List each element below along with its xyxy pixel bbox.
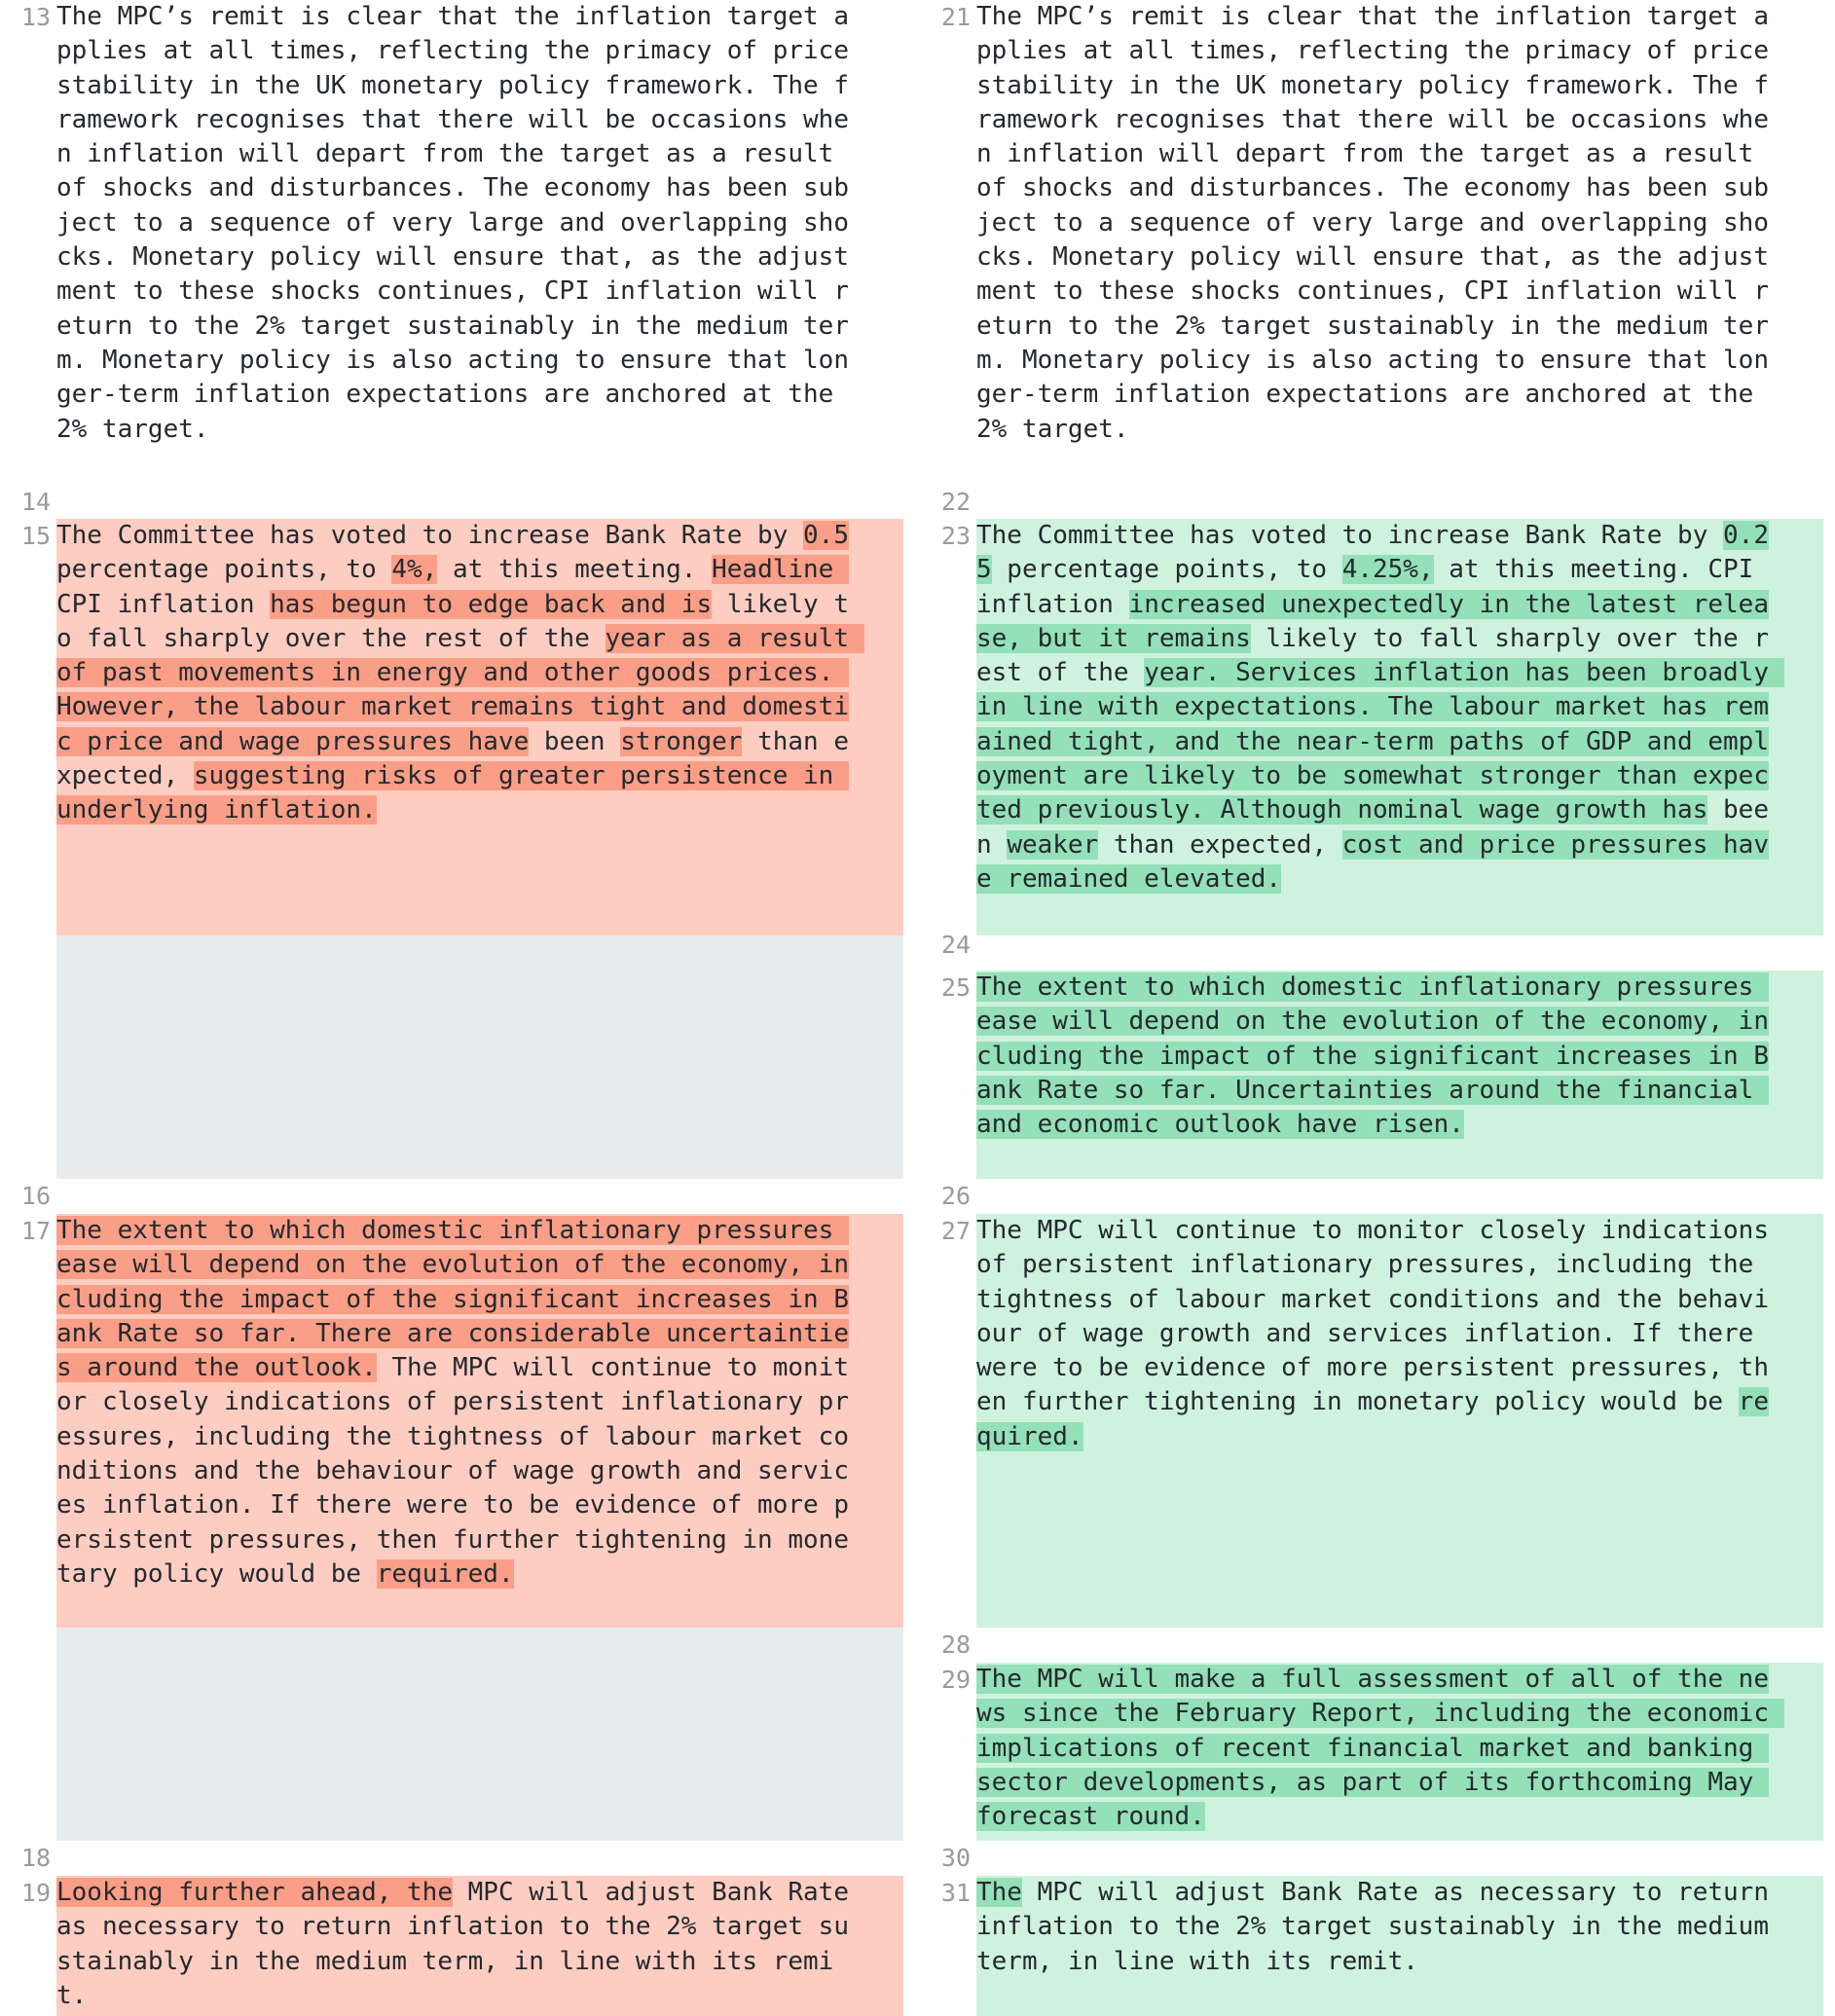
removed-text-segment: has begun to edge back and is bbox=[270, 589, 713, 619]
text-segment: percentage points, to bbox=[991, 555, 1342, 585]
diff-row-added bbox=[920, 1876, 1835, 2016]
line-number: 26 bbox=[940, 1182, 971, 1210]
added-text-segment: 0.25 bbox=[976, 521, 1769, 585]
diff-row bbox=[0, 1841, 915, 1876]
gap-filler bbox=[56, 1628, 903, 1841]
diff-row bbox=[920, 1841, 1835, 1876]
removed-text-segment: The extent to which domestic inflationary pressures ease will depend on the evolution of the economy, including the impact of the significant increases in Bank Rate so far. There are considerable uncertainties around the outlook. bbox=[56, 1216, 849, 1383]
text-segment: at this meeting. CPI inflation bbox=[976, 555, 1769, 619]
text-segment: percentage points, to bbox=[56, 521, 864, 585]
line-number: 28 bbox=[940, 1631, 971, 1659]
line-number: 22 bbox=[940, 488, 971, 516]
diff-row-added bbox=[920, 1663, 1835, 1841]
added-text-segment: increased unexpectedly in the latest release, but it remains bbox=[976, 589, 1769, 653]
line-text bbox=[56, 519, 864, 828]
added-text-segment: cost and price pressures have remained elevated. bbox=[976, 829, 1769, 894]
line-text bbox=[56, 0, 864, 447]
text-segment: CPI inflation bbox=[56, 589, 271, 619]
line-number: 16 bbox=[20, 1182, 51, 1210]
removed-text-segment: Looking further ahead, the bbox=[56, 1878, 453, 1907]
removed-text-segment: 0.5 bbox=[803, 521, 849, 550]
diff-row bbox=[920, 485, 1835, 519]
text-segment: likely to fall sharply over the rest of the bbox=[56, 589, 849, 653]
line-text bbox=[976, 1214, 1784, 1454]
line-text bbox=[976, 1876, 1784, 1979]
line-text bbox=[976, 1663, 1784, 1834]
text-segment: The MPC’s remit is clear that the inflation target applies at all times, reflecting the primacy of price stability in the UK monetary policy framework. The framework recognises that there will be occasions when inflation will depart from the target as a result of shocks and disturbances. The economy has been subject to a sequence of very large and overlapping shocks. Monetary policy will ensure that, as the adjustment to these shocks continues, CPI inflation will return to the 2% target sustainably in the medium term. Monetary policy is also acting to ensure that longer-term inflation expectations are anchored at the 2% target. bbox=[56, 2, 864, 444]
text-segment: MPC will adjust Bank Rate as necessary to return inflation to the 2% target sustainably in the medium term, in line with its remit. bbox=[976, 1878, 1784, 1976]
diff-row bbox=[920, 1179, 1835, 1214]
line-number: 15 bbox=[20, 522, 51, 550]
diff-row-added-blank bbox=[920, 931, 1835, 971]
diff-placeholder-gap bbox=[0, 1628, 915, 1841]
removed-text-segment: Headline bbox=[712, 555, 849, 585]
added-text-segment: weaker bbox=[1007, 829, 1099, 860]
added-text-segment: 4.25%, bbox=[1341, 555, 1434, 585]
text-segment: The MPC’s remit is clear that the inflation target applies at all times, reflecting the primacy of price stability in the UK monetary policy framework. The framework recognises that there will be occasions when inflation will depart from the target as a result of shocks and disturbances. The economy has been subject to a sequence of very large and overlapping shocks. Monetary policy will ensure that, as the adjustment to these shocks continues, CPI inflation will return to the 2% target sustainably in the medium term. Monetary policy is also acting to ensure that longer-term inflation expectations are anchored at the 2% target. bbox=[976, 2, 1784, 444]
diff-row bbox=[0, 485, 915, 519]
diff-row-removed bbox=[0, 1214, 915, 1628]
line-text bbox=[976, 0, 1784, 447]
text-segment: than expected, bbox=[56, 726, 849, 791]
removed-text-segment: required. bbox=[376, 1558, 514, 1589]
text-segment: likely to fall sharply over the rest of the bbox=[976, 623, 1769, 688]
diff-row bbox=[0, 1179, 915, 1214]
text-segment: been bbox=[976, 795, 1769, 860]
added-text-segment: required. bbox=[976, 1387, 1769, 1451]
line-number: 29 bbox=[940, 1666, 971, 1694]
line-number: 19 bbox=[20, 1879, 51, 1907]
text-segment: at this meeting. bbox=[437, 555, 713, 585]
added-text-segment: year. Services inflation has been broadly in line with expectations. The labour market has remained tight, and the near-term paths of GDP and employment are likely to be somewhat stronger than expected previously. Although nominal wage growth has bbox=[976, 658, 1784, 825]
diff-row-removed bbox=[0, 1876, 915, 2016]
text-segment: The Committee has voted to increase Bank Rate by bbox=[976, 521, 1724, 550]
line-number: 17 bbox=[20, 1217, 51, 1245]
line-number: 30 bbox=[940, 1844, 971, 1872]
removed-text-segment: stronger bbox=[620, 726, 743, 756]
diff-row-added bbox=[920, 519, 1835, 935]
line-number: 23 bbox=[940, 522, 971, 550]
diff-row-removed bbox=[0, 519, 915, 935]
diff-row bbox=[920, 0, 1835, 485]
text-segment: The Committee has voted to increase Bank Rate by bbox=[56, 521, 804, 550]
diff-row-added-blank bbox=[920, 1628, 1835, 1663]
line-text bbox=[56, 1214, 851, 1592]
text-segment: than expected, bbox=[1098, 829, 1342, 860]
removed-text-segment: suggesting risks of greater persistence in underlying inflation. bbox=[56, 761, 849, 825]
line-number: 13 bbox=[20, 3, 51, 31]
text-segment: The MPC will continue to monitor closely indications of persistent inflationary pressures, including the tightness of labour market conditions and the behaviour of wage growth and services inflation. If there were to be evidence of more persistent pressures, then further tightening in monetary policy would be bbox=[976, 1216, 1784, 1417]
line-text bbox=[56, 1876, 864, 2013]
diff-row bbox=[0, 0, 915, 485]
diff-row-added bbox=[920, 971, 1835, 1179]
diff-row-added bbox=[920, 1214, 1835, 1628]
text-segment: MPC will adjust Bank Rate as necessary to return inflation to the 2% target sustainably in the medium term, in line with its remit. bbox=[56, 1878, 864, 2010]
line-number: 21 bbox=[940, 3, 971, 31]
line-number: 18 bbox=[20, 1844, 51, 1872]
added-text-segment: The extent to which domestic inflationary pressures ease will depend on the evolution of the economy, including the impact of the significant increases in Bank Rate so far. Uncertainties around the financial and economic outlook have risen. bbox=[976, 972, 1769, 1140]
line-number: 24 bbox=[940, 931, 971, 959]
line-number: 25 bbox=[940, 973, 971, 1002]
removed-text-segment: year as a result of past movements in energy and other goods prices. However, the labour market remains tight and domestic price and wage pressures have bbox=[56, 623, 864, 756]
gap-filler bbox=[56, 935, 903, 1179]
line-text bbox=[976, 971, 1771, 1142]
removed-text-segment: 4%, bbox=[391, 555, 438, 585]
text-segment: been bbox=[529, 726, 621, 756]
line-number: 31 bbox=[940, 1879, 971, 1907]
line-text bbox=[976, 519, 1784, 897]
diff-placeholder-gap bbox=[0, 935, 915, 1179]
added-text-segment: The MPC will make a full assessment of all of the news since the February Report, including the economic implications of recent financial market and banking sector developments, as part of its forthcoming May forecast round. bbox=[976, 1665, 1784, 1832]
line-number: 27 bbox=[940, 1217, 971, 1245]
right-pane-modified bbox=[920, 0, 1835, 2016]
left-pane-original bbox=[0, 0, 915, 2016]
line-number: 14 bbox=[20, 488, 51, 516]
text-segment: The MPC will continue to monitor closely indications of persistent inflationary pressures, including the tightness of labour market conditions and the behaviour of wage growth and services inflation. If there were to be evidence of more persistent pressures, then further tightening in monetary policy would be bbox=[56, 1353, 849, 1589]
added-text-segment: The bbox=[976, 1878, 1022, 1907]
